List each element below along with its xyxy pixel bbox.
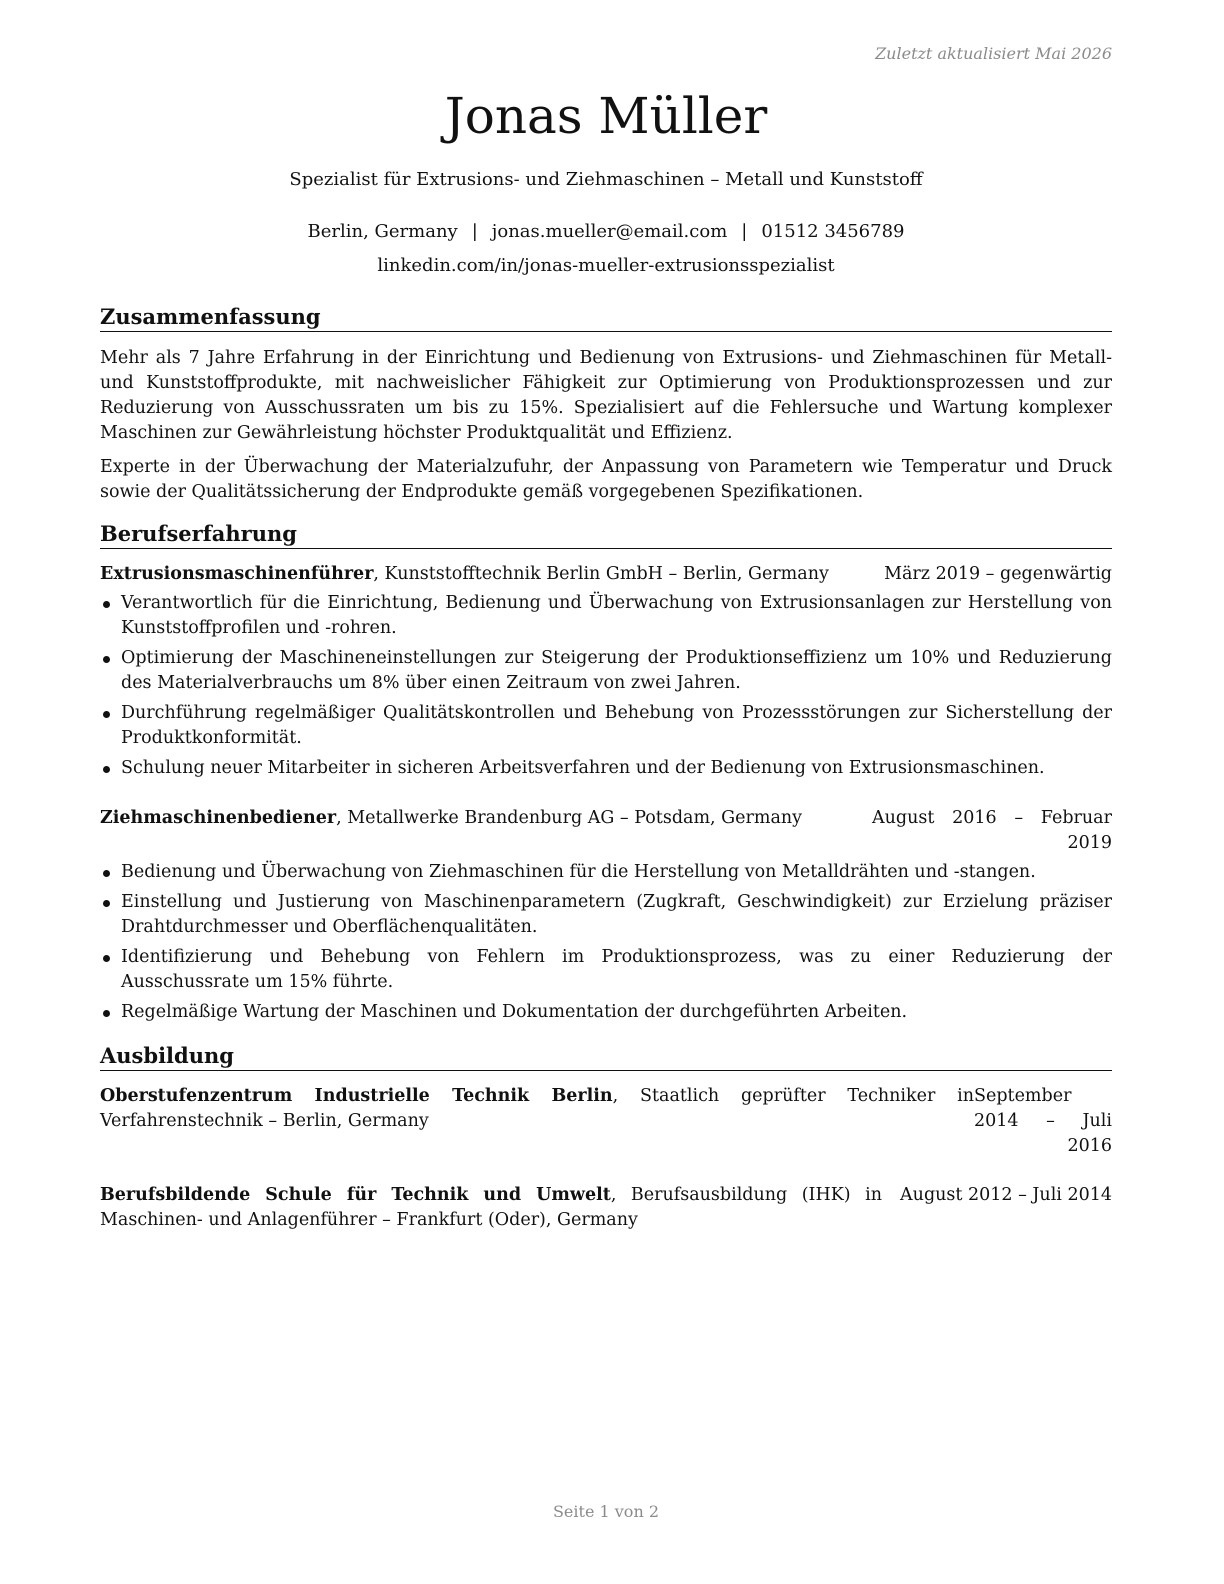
candidate-name: Jonas Müller	[444, 87, 768, 145]
job-dates: August 2016 – Februar 2019	[872, 808, 1112, 853]
list-item	[100, 860, 1112, 885]
bullet-icon	[103, 955, 110, 962]
experience-section	[100, 521, 1112, 1025]
list-item	[100, 591, 1112, 641]
bullet-icon	[103, 766, 110, 773]
job-header	[100, 806, 1112, 856]
job-company: , Metallwerke Brandenburg AG – Potsdam, Germany	[336, 808, 803, 828]
bullet-icon	[103, 601, 110, 608]
job-company: , Kunststofftechnik Berlin GmbH – Berlin, Germany	[373, 564, 829, 584]
section-title-education: Ausbildung	[100, 1043, 1112, 1071]
job-bullets	[100, 860, 1112, 1025]
education-dates: September 2014 – Juli 2016	[974, 1086, 1112, 1156]
list-item	[100, 890, 1112, 940]
list-item	[100, 701, 1112, 751]
job-title-line	[100, 562, 882, 587]
list-item	[100, 1000, 1112, 1025]
contact-separator: |	[741, 221, 748, 242]
education-details: , Staatlich geprüfter Techniker in Verfahrenstechnik – Berlin, Germany	[100, 1086, 974, 1131]
education-entry	[100, 1183, 1112, 1233]
list-item	[100, 945, 1112, 995]
bullet-icon	[103, 870, 110, 877]
contact-linkedin[interactable]: linkedin.com/in/jonas-mueller-extrusionsspezialist	[377, 255, 835, 276]
bullet-text: Einstellung und Justierung von Maschinenparametern (Zugkraft, Geschwindigkeit) zur Erzielung präziser Drahtdurchmesser und Oberflächenqualitäten.	[121, 892, 1112, 937]
contact-separator: |	[471, 221, 478, 242]
contact-location: Berlin, Germany	[307, 221, 458, 242]
job-bullets	[100, 591, 1112, 781]
contact-line	[100, 220, 1112, 244]
education-dates: August 2012 – Juli 2014	[900, 1185, 1112, 1205]
job-role: Extrusionsmaschinenführer	[100, 564, 374, 584]
summary-paragraph: Mehr als 7 Jahre Erfahrung in der Einrichtung und Bedienung von Extrusions- und Ziehmaschinen für Metall- und Kunststoffprodukte, mit nachweislicher Fähigkeit zur Optimierung von Produktionsprozessen und zur Reduzierung von Ausschussraten um bis zu 15%. Spezialisiert auf die Fehlersuche und Wartung komplexer Maschinen zur Gewährleistung höchster Produktqualität und Effizienz.	[100, 348, 1112, 443]
bullet-text: Bedienung und Überwachung von Ziehmaschinen für die Herstellung von Metalldrähten und -stangen.	[121, 862, 1036, 882]
bullet-text: Schulung neuer Mitarbeiter in sicheren Arbeitsverfahren und der Bedienung von Extrusionsmaschinen.	[121, 758, 1045, 778]
job-entry	[100, 562, 1112, 781]
education-school: Berufsbildende Schule für Technik und Umwelt	[100, 1185, 611, 1205]
education-details: , Berufsausbildung (IHK) in Maschinen- und Anlagenführer – Frankfurt (Oder), Germany	[100, 1185, 883, 1230]
bullet-text: Durchführung regelmäßiger Qualitätskontrollen und Behebung von Prozessstörungen zur Sicherstellung der Produktkonformität.	[121, 703, 1112, 748]
education-title-line	[100, 1183, 882, 1233]
summary-section	[100, 304, 1112, 505]
summary-paragraph: Experte in der Überwachung der Materialzufuhr, der Anpassung von Parametern wie Temperatur und Druck sowie der Qualitätssicherung der Endprodukte gemäß vorgegebenen Spezifikationen.	[100, 457, 1112, 502]
resume-page	[100, 0, 1112, 1584]
bullet-icon	[103, 900, 110, 907]
job-header	[100, 562, 1112, 587]
bullet-icon	[103, 711, 110, 718]
bullet-text: Identifizierung und Behebung von Fehlern im Produktionsprozess, was zu einer Reduzierung der Ausschussrate um 15% führte.	[121, 947, 1112, 992]
education-title-line	[100, 1084, 974, 1134]
bullet-icon	[103, 1010, 110, 1017]
section-title-experience: Berufserfahrung	[100, 521, 1112, 549]
education-entry	[100, 1084, 1112, 1159]
last-updated: Zuletzt aktualisiert Mai 2026	[875, 44, 1112, 63]
bullet-text: Optimierung der Maschineneinstellungen zur Steigerung der Produktionseffizienz um 10% und Reduzierung des Materialverbrauchs um 8% über einen Zeitraum von zwei Jahren.	[121, 648, 1112, 693]
education-section	[100, 1043, 1112, 1233]
contact-email[interactable]: jonas.mueller@email.com	[491, 221, 728, 242]
education-school: Oberstufenzentrum Industrielle Technik Berlin	[100, 1086, 613, 1106]
job-title-line	[100, 806, 872, 831]
list-item	[100, 646, 1112, 696]
resume-body	[100, 304, 1112, 1233]
job-role: Ziehmaschinenbediener	[100, 808, 337, 828]
job-dates: März 2019 – gegenwärtig	[884, 564, 1112, 584]
list-item	[100, 756, 1112, 781]
bullet-text: Verantwortlich für die Einrichtung, Bedienung und Überwachung von Extrusionsanlagen zur Herstellung von Kunststoffprofilen und -rohren.	[121, 593, 1112, 638]
job-entry	[100, 806, 1112, 1025]
headline: Spezialist für Extrusions- und Ziehmaschinen – Metall und Kunststoff	[289, 169, 923, 190]
bullet-text: Regelmäßige Wartung der Maschinen und Dokumentation der durchgeführten Arbeiten.	[121, 1002, 908, 1022]
section-title-summary: Zusammenfassung	[100, 304, 1112, 332]
contact-phone[interactable]: 01512 3456789	[761, 221, 905, 242]
page-number: Seite 1 von 2	[552, 1502, 660, 1521]
bullet-icon	[103, 656, 110, 663]
